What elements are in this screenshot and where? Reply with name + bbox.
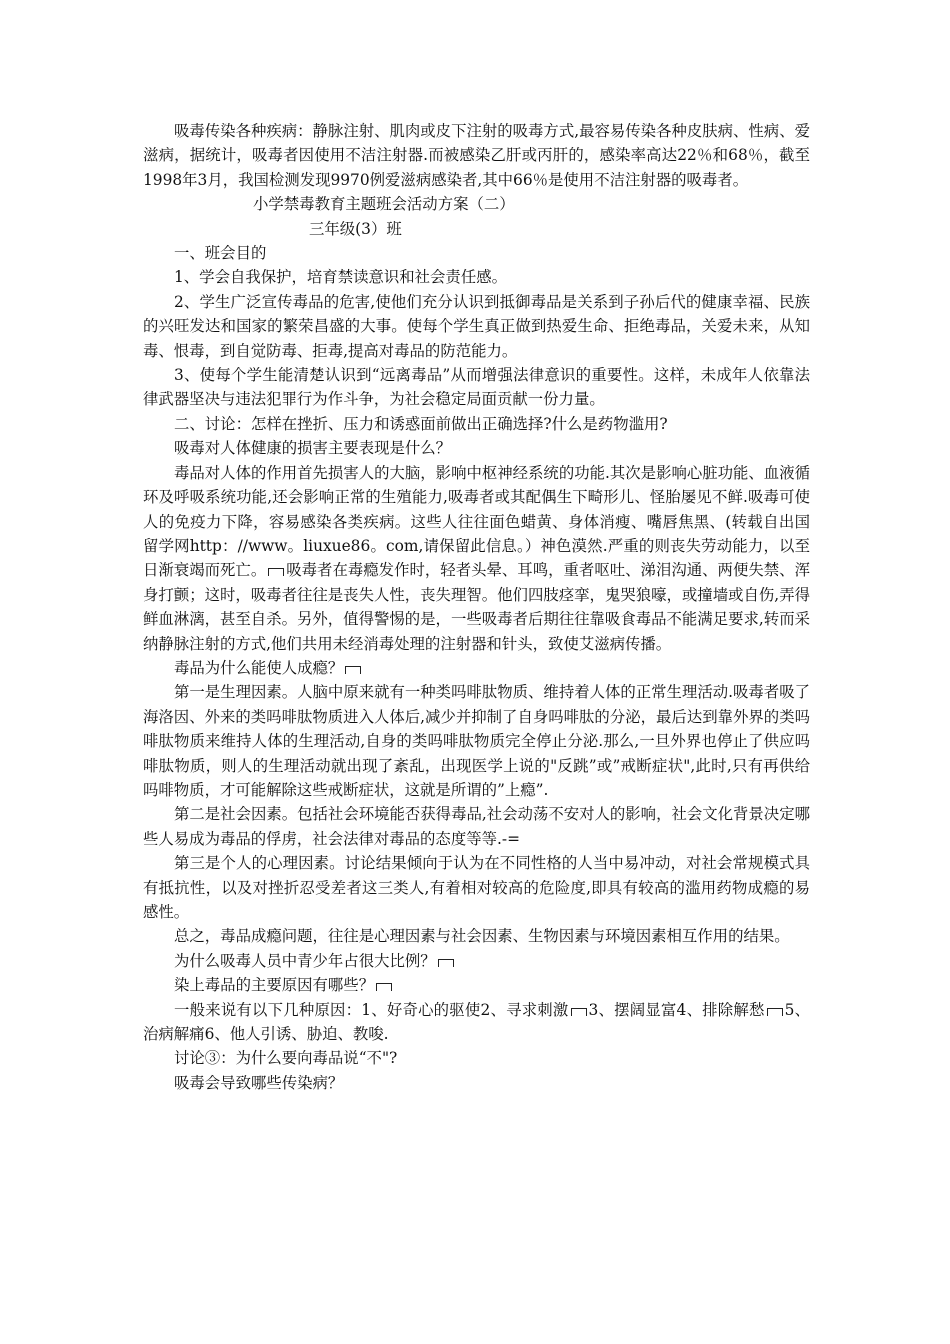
discussion-say-no: 讨论③：为什么要向毒品说“不"? — [174, 1049, 398, 1068]
paragraph-conclusion: 总之，毒品成瘾问题，往往是心理因素与社会因素、生物因素与环境因素相互作用的结果。 — [174, 927, 790, 946]
paragraph-purpose-3: 3、使每个学生能清楚认识到“远离毒品”从而增强法律意识的重要性。这样，未成年人依靠法律武器坚决与违法犯罪行为作斗争，为社会稳定局面贡献一份力量。 — [143, 366, 810, 409]
paragraph-mark-icon — [571, 1008, 587, 1016]
question-youth — [143, 949, 810, 973]
causes-part-3: 5、治病解痛6、他人引诱、胁迫、教唆. — [143, 1000, 810, 1044]
paragraph-psychological: 第三是个人的心理因素。讨论结果倾向于认为在不同性格的人当中易冲动，对社会常规模式具有抵抗性，以及对挫折忍受差者这三类人,有着相对较高的危险度,即具有较高的滥用药物成瘾的易感性。 — [143, 854, 810, 921]
heading-purpose: 一、班会目的 — [174, 244, 267, 263]
health-damage-part-1: 毒品对人体的作用首先损害人的大脑，影响中枢神经系统的功能.其次是影响心脏功能、血液循环及呼吸系统功能,还会影响正常的生殖能力,吸毒者或其配偶生下畸形儿、怪胎屡见不鲜.吸毒可使人的免疫力下降，容易感染各类疾病。这些人往往面色蜡黄、身体消瘦、嘴唇焦黑、(转载自出国留学网http：//www。liuxue86。com,请保留此信息。）神色漠然.严重的则丧失劳动能力，以至日渐衰竭而死亡。 — [143, 463, 810, 580]
question-addiction-text: 毒品为什么能使人成瘾？ — [174, 658, 344, 677]
heading-discussion: 二、讨论：怎样在挫折、压力和诱惑面前做出正确选择?什么是药物滥用? — [174, 414, 668, 433]
paragraph-mark-icon — [438, 959, 454, 967]
paragraph-mark-icon — [767, 1008, 783, 1016]
paragraph-causes — [143, 998, 810, 1047]
question-addiction — [143, 656, 810, 680]
paragraph-purpose-2: 2、学生广泛宣传毒品的危害,使他们充分认识到抵御毒品是关系到子孙后代的健康幸福、民族的兴旺发达和国家的繁荣昌盛的大事。使每个学生真正做到热爱生命、拒绝毒品，关爱未来，从知毒、恨毒，到自觉防毒、拒毒,提高对毒品的防范能力。 — [143, 292, 810, 360]
question-infectious-diseases: 吸毒会导致哪些传染病？ — [174, 1073, 344, 1092]
paragraph-purpose-1: 1、学会自我保护，培育禁读意识和社会责任感。 — [174, 268, 507, 287]
question-youth-text: 为什么吸毒人员中青少年占很大比例？ — [174, 951, 436, 970]
paragraph-physiological: 第一是生理因素。人脑中原来就有一种类吗啡肽物质、维持着人体的正常生理活动.吸毒者吸了海洛因、外来的类吗啡肽物质进入人体后,减少并抑制了自身吗啡肽的分泌，最后达到靠外界的类吗啡肽物质来维持人体的生理活动,自身的类吗啡肽物质完全停止分泌.那么,一旦外界也停止了供应吗啡肽物质，则人的生理活动就出现了紊乱，出现医学上说的"反跳”或”戒断症状",此时,只有再供给吗啡物质，才可能解除这些戒断症状，这就是所谓的”上瘾”. — [143, 683, 810, 799]
paragraph-mark-icon — [345, 666, 361, 674]
question-causes-text: 染上毒品的主要原因有哪些？ — [174, 976, 375, 995]
question-causes — [143, 973, 810, 997]
document-title: 小学禁毒教育主题班会活动方案（二） — [253, 195, 515, 214]
paragraph-infection-intro: 吸毒传染各种疾病：静脉注射、肌肉或皮下注射的吸毒方式,最容易传染各种皮肤病、性病、爱滋病，据统计，吸毒者因使用不洁注射器.而被感染乙肝或丙肝的，感染率高达22％和68％，截至1998年3月，我国检测发现9970例爱滋病感染者,其中66％是使用不洁注射器的吸毒者。 — [143, 122, 810, 189]
question-health-damage: 吸毒对人体健康的损害主要表现是什么？ — [174, 439, 452, 458]
paragraph-health-damage — [143, 461, 810, 656]
paragraph-social: 第二是社会因素。包括社会环境能否获得毒品,社会动荡不安对人的影响，社会文化背景决定哪些人易成为毒品的俘虏，社会法律对毒品的态度等等.-= — [143, 805, 810, 848]
paragraph-mark-icon — [376, 983, 392, 991]
causes-part-1: 一般来说有以下几种原因：1、好奇心的驱使2、寻求刺激 — [174, 1000, 569, 1019]
paragraph-mark-icon — [268, 568, 284, 576]
health-damage-part-2: 吸毒者在毒瘾发作时，轻者头晕、耳鸣，重者呕吐、涕泪沟通、两便失禁、浑身打颤；这时，吸毒者往往是丧失人性，丧失理智。他们四肢痉挛，鬼哭狼嚎，或撞墙或自伤,弄得鲜血淋漓，甚至自杀。另外，值得警惕的是，一些吸毒者后期往往靠吸食毒品不能满足要求,转而采纳静脉注射的方式,他们共用未经消毒处理的注射器和针头，致使艾滋病传播。 — [143, 561, 810, 653]
causes-part-2: 3、摆阔显富4、排除解愁 — [588, 1000, 765, 1019]
document-page — [143, 119, 810, 1095]
class-subtitle: 三年级(3）班 — [309, 219, 402, 238]
